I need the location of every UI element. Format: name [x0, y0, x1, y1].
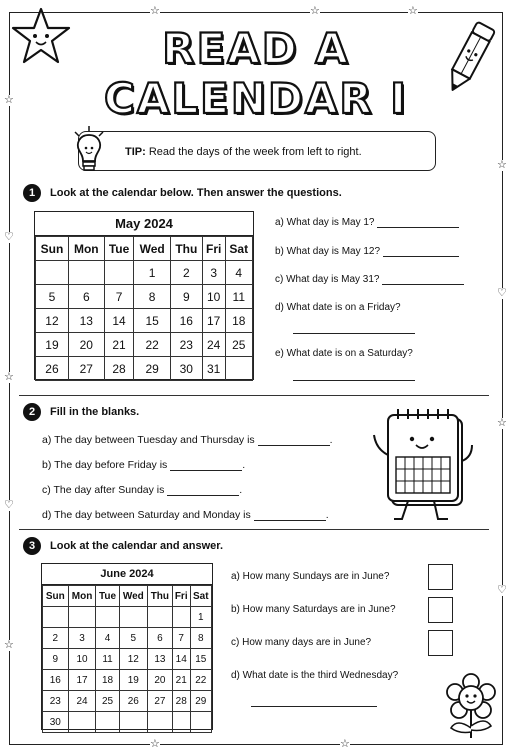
calendar-day-cell: 1	[134, 261, 170, 285]
calendar-weekday: Tue	[96, 586, 119, 607]
calendar-day-cell	[68, 607, 96, 628]
calendar-day-cell: 25	[225, 333, 252, 357]
border-star-icon: ☆	[310, 5, 320, 17]
calendar-day-cell: 13	[147, 649, 172, 670]
calendar-day-cell: 18	[96, 670, 119, 691]
calendar-day-cell: 4	[225, 261, 252, 285]
answer-box-3b[interactable]	[428, 597, 453, 623]
border-star-icon: ☆	[497, 159, 507, 171]
calendar-day-cell: 2	[170, 261, 202, 285]
calendar-weekday: Wed	[119, 586, 147, 607]
calendar-weekday: Mon	[68, 237, 104, 261]
calendar-week-row	[43, 628, 212, 649]
calendar-week-row	[36, 261, 253, 285]
calendar-day-cell: 30	[170, 357, 202, 381]
calendar-month-title: June 2024	[42, 564, 212, 585]
calendar-day-cell: 1	[190, 607, 211, 628]
calendar-day-cell	[36, 261, 69, 285]
calendar-week-row	[43, 691, 212, 712]
question-3a: a) How many Sundays are in June?	[231, 571, 390, 582]
page-title-line-1: READ A	[162, 24, 350, 73]
calendar-day-cell: 6	[68, 285, 104, 309]
page-title-line-2: CALENDAR I	[104, 74, 408, 123]
calendar-day-cell: 11	[225, 285, 252, 309]
calendar-day-cell: 16	[170, 309, 202, 333]
calendar-day-cell: 3	[68, 628, 96, 649]
calendar-day-cell	[43, 607, 69, 628]
calendar-day-cell: 24	[202, 333, 225, 357]
answer-line-1d[interactable]	[293, 333, 415, 334]
calendar-day-cell: 20	[147, 670, 172, 691]
calendar-day-cell: 24	[68, 691, 96, 712]
border-star-icon: ☆	[4, 639, 14, 651]
calendar-day-cell: 12	[119, 649, 147, 670]
section-divider	[19, 529, 489, 530]
calendar-day-cell: 17	[202, 309, 225, 333]
question-1d: d) What date is on a Friday?	[275, 302, 401, 313]
smiling-flower-icon	[443, 672, 499, 742]
calendar-day-cell	[147, 712, 172, 733]
calendar-week-row	[36, 285, 253, 309]
answer-box-3c[interactable]	[428, 630, 453, 656]
calendar-day-cell: 7	[172, 628, 190, 649]
calendar-week-row	[43, 607, 212, 628]
calendar-day-cell	[68, 712, 96, 733]
calendar-weekday: Mon	[68, 586, 96, 607]
blank-2c: c) The day after Sunday is .	[42, 484, 243, 496]
blank-2b: b) The day before Friday is .	[42, 459, 246, 471]
calendar-weekday: Sat	[190, 586, 211, 607]
calendar-weekday: Sun	[43, 586, 69, 607]
calendar-day-cell: 19	[36, 333, 69, 357]
border-star-icon: ☆	[408, 5, 418, 17]
question-1b: b) What day is May 12?	[275, 246, 459, 257]
calendar-day-cell: 12	[36, 309, 69, 333]
calendar-day-cell: 15	[190, 649, 211, 670]
calendar-day-cell: 16	[43, 670, 69, 691]
calendar-day-cell: 28	[104, 357, 134, 381]
calendar-day-cell: 26	[119, 691, 147, 712]
calendar-weekday: Fri	[202, 237, 225, 261]
tip-box	[78, 131, 436, 171]
section-2-number: 2	[23, 403, 41, 421]
calendar-weekday: Thu	[147, 586, 172, 607]
question-3b: b) How many Saturdays are in June?	[231, 604, 396, 615]
calendar-day-cell: 7	[104, 285, 134, 309]
calendar-month-title: May 2024	[35, 212, 253, 236]
answer-box-3a[interactable]	[428, 564, 453, 590]
tip-label: TIP:	[125, 146, 146, 158]
calendar-day-cell: 19	[119, 670, 147, 691]
calendar-day-cell: 15	[134, 309, 170, 333]
calendar-day-cell: 14	[172, 649, 190, 670]
calendar-day-cell: 29	[190, 691, 211, 712]
calendar-day-cell	[96, 712, 119, 733]
blank-2a: a) The day between Tuesday and Thursday is .	[42, 434, 333, 446]
calendar-day-cell: 8	[190, 628, 211, 649]
border-heart-icon: ♡	[4, 499, 14, 511]
calendar-week-row	[36, 333, 253, 357]
calendar-day-cell	[147, 607, 172, 628]
calendar-day-cell: 9	[170, 285, 202, 309]
calendar-day-cell	[96, 607, 119, 628]
border-star-icon: ☆	[4, 94, 14, 106]
border-star-icon: ☆	[340, 738, 350, 750]
calendar-week-row	[36, 357, 253, 381]
calendar-day-cell: 18	[225, 309, 252, 333]
question-3c: c) How many days are in June?	[231, 637, 372, 648]
calendar-weekday: Fri	[172, 586, 190, 607]
calendar-day-cell: 29	[134, 357, 170, 381]
calendar-day-cell: 13	[68, 309, 104, 333]
calendar-day-cell	[172, 712, 190, 733]
border-star-icon: ☆	[4, 371, 14, 383]
calendar-day-cell: 4	[96, 628, 119, 649]
calendar-day-cell: 5	[36, 285, 69, 309]
tip-text: Read the days of the week from left to right.	[148, 146, 362, 158]
calendar-day-cell	[190, 712, 211, 733]
border-star-icon: ☆	[497, 417, 507, 429]
question-1e: e) What date is on a Saturday?	[275, 348, 413, 359]
calendar-day-cell	[225, 357, 252, 381]
blank-2d: d) The day between Saturday and Monday is .	[42, 509, 329, 521]
section-1-title: Look at the calendar below. Then answer the questions.	[50, 187, 342, 199]
calendar-day-cell: 10	[68, 649, 96, 670]
calendar-day-cell: 8	[134, 285, 170, 309]
calendar-day-cell: 17	[68, 670, 96, 691]
section-divider	[19, 395, 489, 396]
calendar-weekday: Tue	[104, 237, 134, 261]
border-star-icon: ☆	[150, 5, 160, 17]
calendar-day-cell: 31	[202, 357, 225, 381]
calendar-day-cell: 26	[36, 357, 69, 381]
calendar-day-cell: 21	[172, 670, 190, 691]
calendar-day-cell: 2	[43, 628, 69, 649]
calendar-weekday-row	[36, 237, 253, 261]
calendar-day-cell	[119, 607, 147, 628]
calendar-character-icon	[368, 405, 476, 525]
calendar-day-cell: 5	[119, 628, 147, 649]
calendar-day-cell: 6	[147, 628, 172, 649]
calendar-day-cell	[119, 712, 147, 733]
calendar-day-cell: 22	[134, 333, 170, 357]
calendar-day-cell: 27	[68, 357, 104, 381]
section-3-number: 3	[23, 537, 41, 555]
answer-line-1e[interactable]	[293, 380, 415, 381]
question-1c: c) What day is May 31?	[275, 274, 464, 285]
calendar-day-cell: 9	[43, 649, 69, 670]
lightbulb-icon	[70, 124, 108, 176]
calendar-weekday-row	[43, 586, 212, 607]
border-heart-icon: ♡	[497, 287, 507, 299]
calendar-day-cell: 14	[104, 309, 134, 333]
calendar-week-row	[43, 670, 212, 691]
calendar-day-cell: 25	[96, 691, 119, 712]
section-1-number: 1	[23, 184, 41, 202]
calendar-weekday: Sat	[225, 237, 252, 261]
calendar-day-cell: 22	[190, 670, 211, 691]
calendar-weekday: Sun	[36, 237, 69, 261]
june-calendar	[41, 563, 213, 730]
calendar-day-cell	[172, 607, 190, 628]
calendar-day-cell: 30	[43, 712, 69, 733]
calendar-day-cell: 10	[202, 285, 225, 309]
calendar-day-cell: 3	[202, 261, 225, 285]
calendar-day-cell	[104, 261, 134, 285]
border-heart-icon: ♡	[4, 231, 14, 243]
calendar-day-cell: 23	[43, 691, 69, 712]
calendar-week-row	[36, 309, 253, 333]
calendar-weekday: Wed	[134, 237, 170, 261]
question-1a: a) What day is May 1?	[275, 217, 459, 228]
calendar-day-cell	[68, 261, 104, 285]
may-calendar	[34, 211, 254, 380]
calendar-day-cell: 27	[147, 691, 172, 712]
calendar-week-row	[43, 649, 212, 670]
calendar-week-row	[43, 712, 212, 733]
answer-line-3d[interactable]	[251, 706, 377, 707]
calendar-weekday: Thu	[170, 237, 202, 261]
border-heart-icon: ♡	[497, 584, 507, 596]
calendar-day-cell: 23	[170, 333, 202, 357]
calendar-day-cell: 11	[96, 649, 119, 670]
question-3d: d) What date is the third Wednesday?	[231, 670, 399, 681]
calendar-grid	[42, 585, 212, 733]
border-star-icon: ☆	[150, 738, 160, 750]
section-3-title: Look at the calendar and answer.	[50, 540, 223, 552]
section-2-title: Fill in the blanks.	[50, 406, 140, 418]
calendar-day-cell: 28	[172, 691, 190, 712]
calendar-grid	[35, 236, 253, 381]
calendar-day-cell: 21	[104, 333, 134, 357]
calendar-day-cell: 20	[68, 333, 104, 357]
